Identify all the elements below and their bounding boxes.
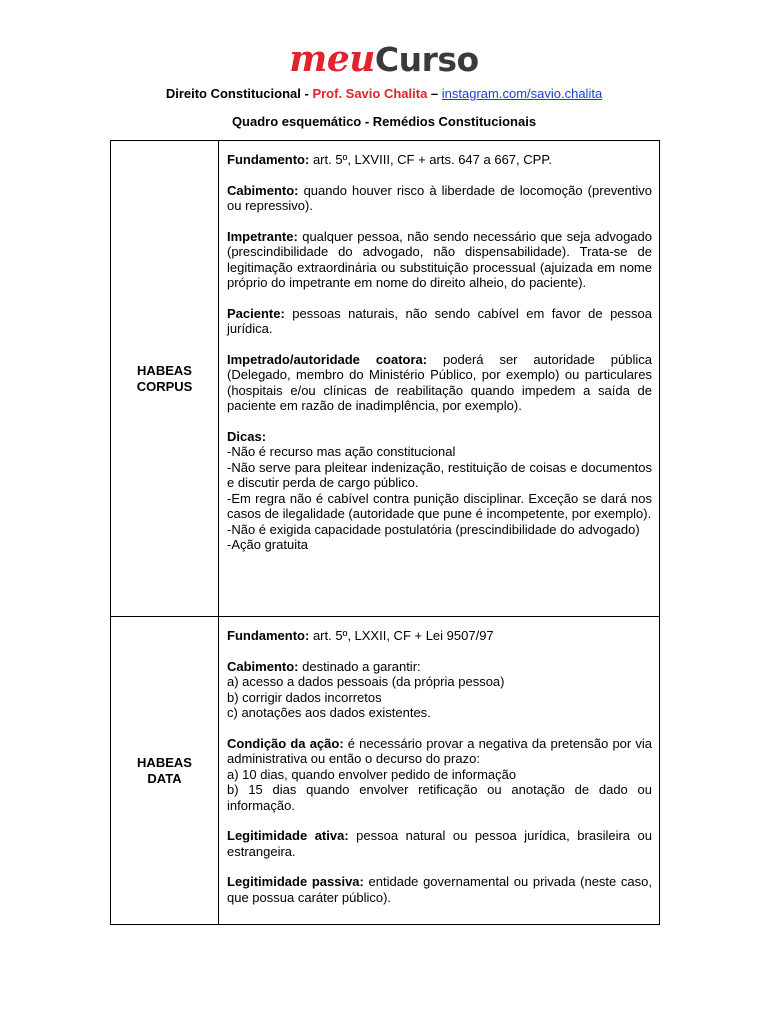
condicao-block — [227, 736, 652, 814]
table-row-habeas-data — [111, 617, 660, 925]
header-dash: – — [427, 86, 442, 101]
cabimento-text: destinado a garantir: — [298, 658, 421, 674]
cabimento-block — [227, 659, 652, 721]
condicao-item: b) 15 dias quando envolver retificação ou anotação de dado ou informação. — [227, 782, 652, 813]
dicas-label: Dicas: — [227, 428, 267, 444]
fundamento-block — [227, 152, 652, 168]
row-content — [219, 617, 660, 925]
logo-curso: Curso — [374, 40, 479, 79]
cabimento-text: quando houver risco à liberdade de locomoção (preventivo ou repressivo). — [227, 182, 652, 213]
table-row-habeas-corpus — [111, 141, 660, 617]
row-label — [111, 617, 219, 925]
impetrado-label: Impetrado/autoridade coatora: — [227, 351, 428, 367]
legitimidade-ativa-text: pessoa natural ou pessoa jurídica, brasileira ou estrangeira. — [227, 828, 652, 859]
legitimidade-ativa-label: Legitimidade ativa: — [227, 828, 349, 843]
dica-item: -Ação gratuita — [227, 537, 308, 552]
condicao-label: Condição da ação: — [227, 735, 344, 751]
row-label — [111, 141, 219, 617]
cabimento-item: a) acesso a dados pessoais (da própria pessoa) — [227, 674, 505, 689]
header-subject: Direito Constitucional - — [165, 86, 313, 101]
fundamento-text: art. 5º, LXVIII, CF + arts. 647 a 667, CPP. — [309, 152, 552, 167]
logo — [0, 40, 768, 79]
impetrado-text: poderá ser autoridade pública (Delegado, membro do Ministério Público, por exemplo) ou particulares (hospitais e/ou clínicas de reabilitação quando impedem a saída de paciente em razão de inadimplência, por exemplo). — [227, 351, 652, 413]
paciente-text: pessoas naturais, não sendo cabível em favor de pessoa jurídica. — [227, 305, 652, 336]
row-label-line2: CORPUS — [136, 378, 193, 394]
paciente-block — [227, 306, 652, 337]
impetrante-block — [227, 229, 652, 291]
cabimento-label: Cabimento: — [227, 658, 299, 674]
fundamento-text: art. 5º, LXXII, CF + Lei 9507/97 — [309, 628, 494, 643]
condicao-item: a) 10 dias, quando envolver pedido de informação — [227, 766, 517, 782]
cabimento-label: Cabimento: — [227, 182, 299, 198]
legitimidade-ativa-block — [227, 828, 652, 859]
header-professor: Prof. Savio Chalita — [312, 86, 428, 101]
row-content — [219, 141, 660, 617]
legitimidade-passiva-block — [227, 874, 652, 905]
remedies-table — [110, 140, 660, 925]
condicao-text: é necessário provar a negativa da pretensão por via administrativa ou então o decurso do prazo: — [227, 735, 652, 766]
instagram-link[interactable]: instagram.com/savio.chalita — [441, 86, 603, 101]
dica-item: -Em regra não é cabível contra punição disciplinar. Exceção se dará nos casos de ilegalidade (autoridade que pune é incompetente, por exemplo). — [227, 490, 652, 521]
paciente-label: Paciente: — [227, 305, 285, 321]
cabimento-item: c) anotações aos dados existentes. — [227, 705, 431, 720]
row-label-line2: DATA — [147, 770, 182, 786]
dicas-block — [227, 429, 652, 553]
logo-meu: meu — [289, 38, 375, 80]
page-subtitle: Quadro esquemático - Remédios Constitucionais — [231, 114, 537, 129]
dica-item: -Não é recurso mas ação constitucional — [227, 444, 456, 459]
fundamento-block — [227, 628, 652, 644]
document-header — [0, 85, 768, 103]
legitimidade-passiva-text: entidade governamental ou privada (neste caso, que possua caráter público). — [227, 874, 652, 905]
row-label-line1: HABEAS — [137, 754, 192, 770]
impetrante-label: Impetrante: — [227, 228, 298, 244]
row-label-line1: HABEAS — [137, 362, 192, 378]
fundamento-label: Fundamento: — [227, 152, 310, 167]
fundamento-label: Fundamento: — [227, 628, 310, 643]
legitimidade-passiva-label: Legitimidade passiva: — [227, 874, 364, 889]
impetrante-text: qualquer pessoa, não sendo necessário que seja advogado (prescindibilidade do advogado, não dispensabilidade). Trata-se de legitimação extraordinária ou substituição processual (ajuizada em nome próprio do impetrante em nome do direito alheio, do paciente). — [227, 228, 652, 290]
dica-item: -Não é exigida capacidade postulatória (prescindibilidade do advogado) — [227, 521, 640, 537]
cabimento-block — [227, 183, 652, 214]
dica-item: -Não serve para pleitear indenização, restituição de coisas e documentos e discutir perda de cargo público. — [227, 459, 652, 490]
impetrado-block — [227, 352, 652, 414]
cabimento-item: b) corrigir dados incorretos — [227, 689, 382, 705]
